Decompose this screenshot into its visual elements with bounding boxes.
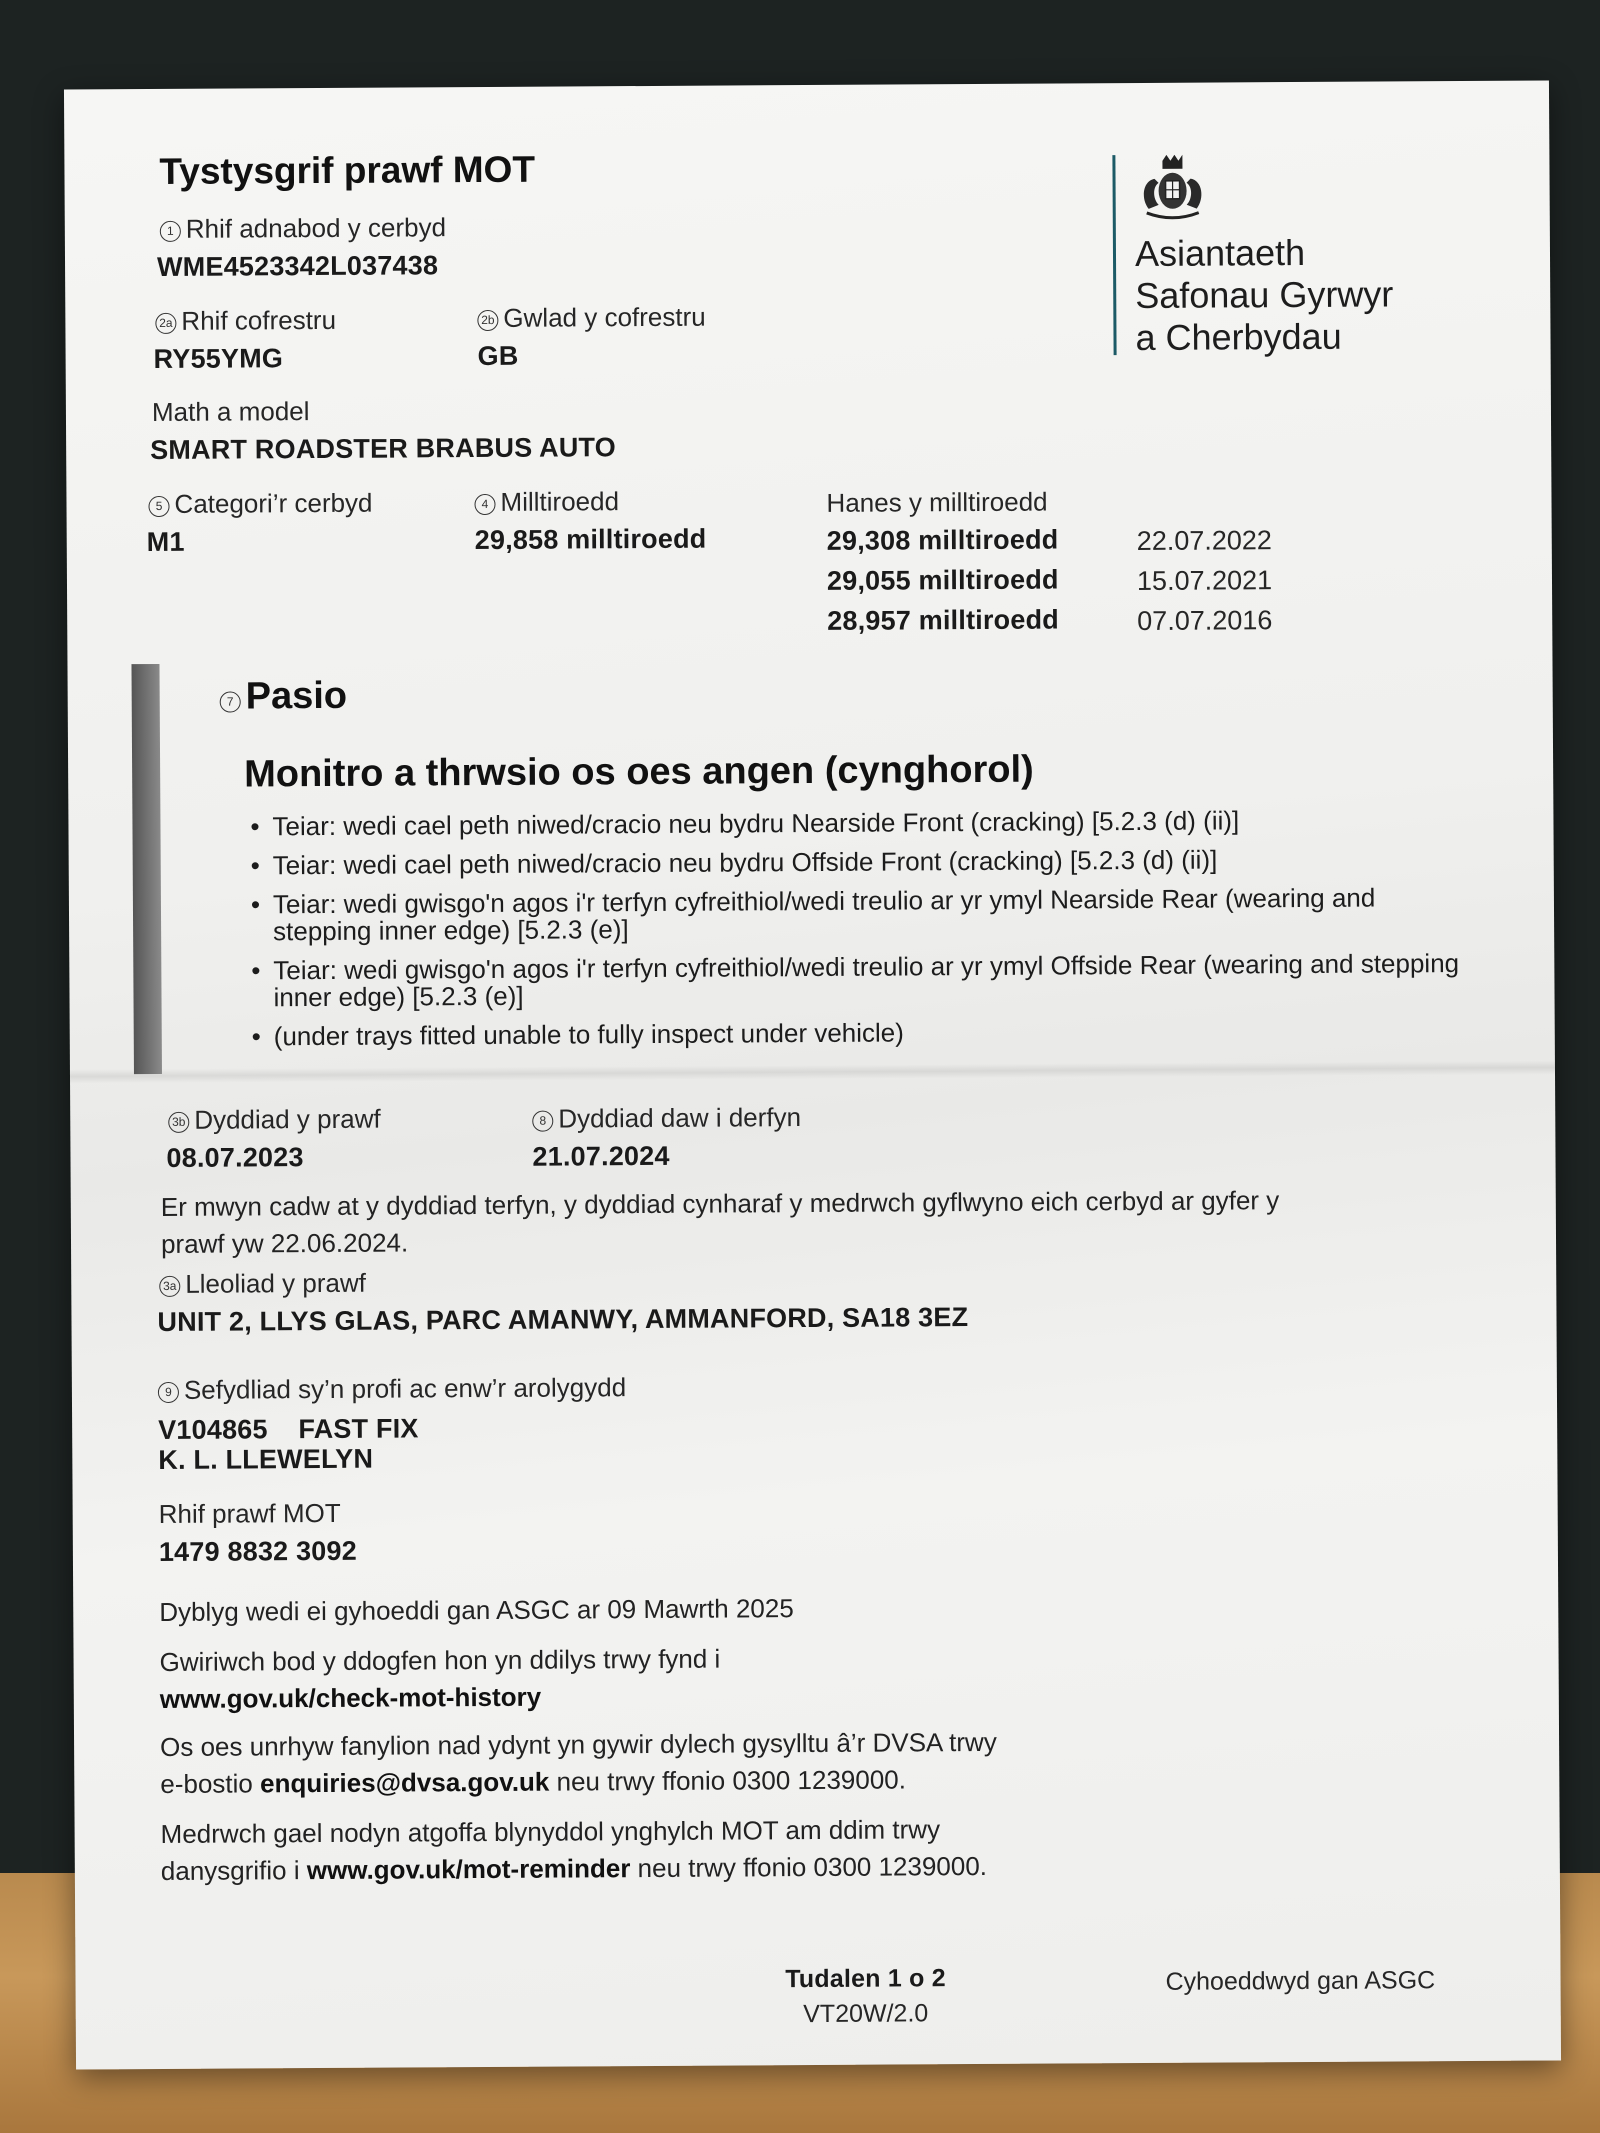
expiry-value: 21.07.2024 [532, 1140, 670, 1172]
history-row: 29,055 milltiroedd 15.07.2021 [826, 564, 1273, 597]
result-section [131, 656, 1474, 1079]
field-number-icon: 8 [532, 1111, 553, 1132]
publisher: Cyhoeddwyd gan ASGC [1165, 1966, 1436, 1996]
check-mot-link[interactable]: www.gov.uk/check-mot-history [159, 1681, 542, 1714]
page-number: Tudalen 1 o 2 [785, 1964, 946, 1994]
test-location-label: 3a Lleoliad y prawf [159, 1268, 366, 1300]
early-test-note: Er mwyn cadw at y dyddiad terfyn, y dyddiad cynharaf y medrwch gyflwyno eich cerbyd ar gyfer y prawf yw 22.06.2024. [160, 1185, 1280, 1259]
vin-value: WME4523342L037438 [156, 250, 439, 282]
mot-certificate [64, 80, 1561, 2069]
agency-line-2: Safonau Gyrwyr [1135, 273, 1394, 317]
country-label: 2b Gwlad y cofrestru [477, 302, 705, 334]
agency-name [1135, 231, 1394, 359]
advisory-item: • Teiar: wedi gwisgo'n agos i'r terfyn cyfreithiol/wedi treulio ar yr ymyl Offside Rear (wearing and stepping inner edge) [5.2.3 (e)] [251, 950, 1461, 1011]
advisory-item: • Teiar: wedi cael peth niwed/cracio neu bydru Nearside Front (cracking) [5.2.3 (d) (ii)] [250, 806, 1460, 840]
advisory-item: • (under trays fitted unable to fully inspect under vehicle) [252, 1016, 1462, 1050]
field-number-icon: 1 [160, 221, 181, 242]
make-model-value: SMART ROADSTER BRABUS AUTO [150, 432, 616, 466]
field-number-icon: 2b [477, 310, 498, 331]
royal-crest-icon [1132, 155, 1212, 225]
field-number-icon: 9 [158, 1382, 179, 1403]
country-value: GB [477, 340, 519, 372]
mileage-label: 4 Milltiroedd [474, 486, 619, 518]
result-status: 7 Pasio [220, 675, 348, 719]
reminder-info: Medrwch gael nodyn atgoffa blynyddol ynghylch MOT am ddim trwy danysgrifio i www.gov.uk/mot-reminder neu trwy ffonio 0300 1239000. [160, 1814, 988, 1886]
page-title: Tystysgrif prawf MOT [159, 148, 536, 192]
contact-email-link[interactable]: enquiries@dvsa.gov.uk [259, 1766, 550, 1799]
test-location-value: UNIT 2, LLYS GLAS, PARC AMANWY, AMMANFORD, SA18 3EZ [157, 1302, 969, 1338]
history-row: 29,308 milltiroedd 22.07.2022 [826, 524, 1272, 557]
category-value: M1 [146, 526, 185, 558]
advisory-item: • Teiar: wedi gwisgo'n agos i'r terfyn cyfreithiol/wedi treulio ar yr ymyl Nearside Rear (wearing and stepping inner edge) [5.2.3 (e)] [251, 884, 1461, 945]
test-date-value: 08.07.2023 [166, 1142, 304, 1173]
expiry-label: 8 Dyddiad daw i derfyn [532, 1102, 801, 1135]
category-label: 5 Categori’r cerbyd [148, 488, 372, 520]
page-footer [715, 1964, 1015, 2030]
advisory-heading: Monitro a thrwsio os oes angen (cynghorol) [244, 748, 1034, 796]
history-row: 28,957 milltiroedd 07.07.2016 [827, 604, 1273, 637]
registration-label: 2a Rhif cofrestru [155, 305, 336, 337]
test-date-label: 3b Dyddiad y prawf [168, 1104, 381, 1136]
advisory-list [250, 806, 1461, 1062]
field-number-icon: 3b [168, 1112, 189, 1133]
agency-line-3: a Cherbydau [1135, 315, 1342, 359]
agency-logo [1112, 153, 1502, 359]
mileage-value: 29,858 milltiroedd [474, 523, 707, 556]
mileage-history-label: Hanes y milltiroedd [826, 486, 1048, 518]
mot-number-value: 1479 8832 3092 [158, 1535, 357, 1568]
agency-line-1: Asiantaeth [1134, 231, 1306, 275]
form-code: VT20W/2.0 [803, 1999, 929, 2029]
inspector-name: K. L. LLEWELYN [158, 1443, 374, 1476]
contact-info: Os oes unrhyw fanylion nad ydynt yn gywir dylech gysylltu â’r DVSA trwy e-bostio enquiries@dvsa.gov.uk neu trwy ffonio 0300 1239000. [160, 1726, 997, 1799]
logo-divider [1112, 155, 1116, 355]
testing-station-value: V104865 FAST FIX [158, 1413, 419, 1446]
check-validity: Gwiriwch bod y ddogfen hon yn ddilys trwy fynd i www.gov.uk/check-mot-history [159, 1643, 721, 1714]
make-model-label: Math a model [151, 396, 310, 428]
field-number-icon: 5 [148, 496, 169, 517]
field-number-icon: 3a [159, 1276, 180, 1297]
testing-station-label: 9 Sefydliad sy’n profi ac enw’r arolygydd [158, 1372, 626, 1406]
duplicate-notice: Dyblyg wedi ei gyhoeddi gan ASGC ar 09 Mawrth 2025 [159, 1593, 794, 1628]
vin-label: 1 Rhif adnabod y cerbyd [160, 212, 446, 245]
registration-value: RY55YMG [153, 343, 284, 375]
field-number-icon: 2a [155, 313, 176, 334]
field-number-icon: 7 [220, 691, 241, 712]
mot-reminder-link[interactable]: www.gov.uk/mot-reminder [306, 1853, 631, 1886]
mileage-history-list [826, 524, 1273, 645]
advisory-item: • Teiar: wedi cael peth niwed/cracio neu bydru Offside Front (cracking) [5.2.3 (d) (ii)] [251, 845, 1461, 879]
result-bar [131, 664, 162, 1074]
mot-number-label: Rhif prawf MOT [158, 1497, 341, 1530]
field-number-icon: 4 [474, 494, 495, 515]
